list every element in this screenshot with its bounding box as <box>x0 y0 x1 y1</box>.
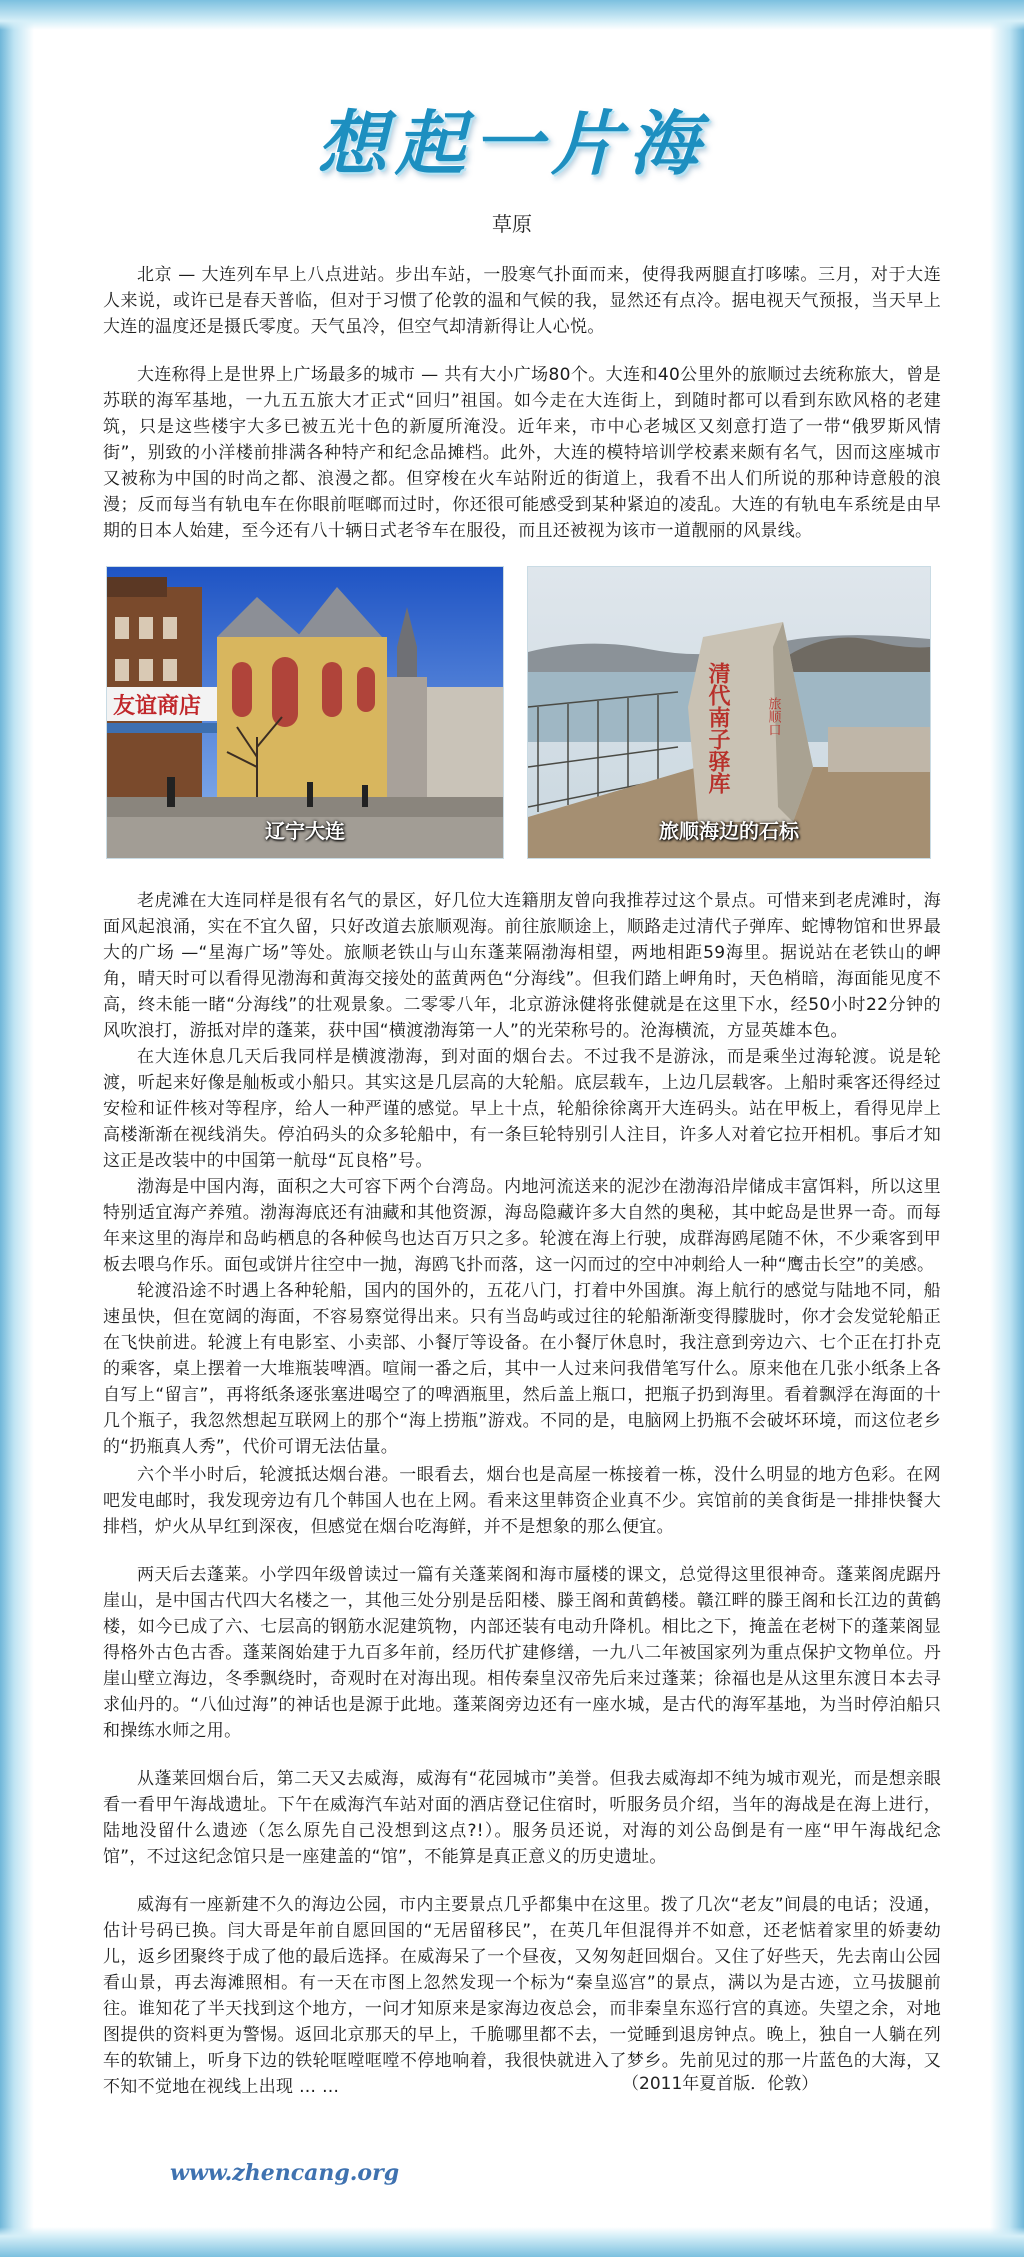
paragraph: 渤海是中国内海，面积之大可容下两个台湾岛。内地河流送来的泥沙在渤海沿岸储成丰富饵料，所以这里特别适宜海产养殖。渤海海底还有油藏和其他资源，海岛隐藏许多大自然的奥秘，其中蛇岛是世界一奇。而每年来这里的海岸和岛屿栖息的各种候鸟也达百万只之多。轮渡在海上行驶，成群海鸥尾随不休，不少乘客到甲板去喂乌作乐。面包或饼片往空中一抛，海鸥飞扑而落，这一闪而过的空中冲刺给人一种“鹰击长空”的美感。 <box>103 1177 941 1275</box>
paragraph: 威海有一座新建不久的海边公园，市内主要景点几乎都集中在这里。拨了几次“老友”间晨的电话；没通，估计号码已换。闫大哥是年前自愿回国的“无居留移民”，在英几年但混得并不如意，还老惦着家里的娇妻幼儿，返乡团聚终于成了他的最后选择。在威海呆了一个昼夜，又匆匆赶回烟台。又住了好些天，先去南山公园看山景，再去海滩照相。有一天在市图上忽然发现一个标为“秦皇巡宫”的景点，满以为是古迹，立马拔腿前往。谁知花了半天找到这个地方，一问才知原来是家海边夜总会，而非秦皇东巡行宫的真迹。失望之余，对地图提供的资料更为警惕。返回北京那天的早上，千脆哪里都不去，一觉睡到退房钟点。晚上，独自一人躺在列车的软铺上，听身下边的铁轮哐嘡哐嘡不停地响着，我很快就进入了梦乡。先前见过的那一片蓝色的大海，又不知不觉地在视线上出现 … … <box>103 1895 941 2097</box>
stone-side-inscription: 旅顺口 <box>765 697 781 736</box>
signature: （2011年夏首版．伦敦） <box>622 2074 819 2094</box>
paragraph: 从蓬莱回烟台后，第二天又去威海，威海有“花园城市”美誉。但我去威海却不纯为城市观光，而是想亲眼看一看甲午海战遗址。下午在威海汽车站对面的酒店登记住宿时，听服务员介绍，当年的海战是在海上进行，陆地没留什么遗迹（怎么原先自己没想到这点?!）。服务员还说，对海的刘公岛倒是有一座“甲午海战纪念馆”，不过这纪念馆只是一座建盖的“馆”，不能算是真正意义的历史遗址。 <box>103 1769 941 1867</box>
photo-lushun-stone <box>527 566 931 859</box>
photo-dalian <box>106 566 504 859</box>
photo-caption: 辽宁大连 <box>265 819 345 843</box>
website-link[interactable]: www.zhencang.org <box>170 2160 400 2186</box>
article-section-bottom <box>103 1462 941 2100</box>
paragraph: 北京 — 大连列车早上八点进站。步出车站，一股寒气扑面而来，使得我两腿直打哆嗦。三月，对于大连人来说，或许已是春天普临，但对于习惯了伦敦的温和气候的我，显然还有点冷。据电视天气预报，当天早上大连的温度还是摄氏零度。天气虽冷，但空气却清新得让人心悦。 <box>103 265 941 337</box>
shop-sign-text: 友谊商店 <box>113 694 202 719</box>
paragraph: 轮渡沿途不时遇上各种轮船，国内的国外的，五花八门，打着中外国旗。海上航行的感觉与陆地不同，船速虽快，但在宽阔的海面，不容易察觉得出来。只有当岛屿或过往的轮船渐渐变得朦胧时，你才会发觉轮船正在飞快前进。轮渡上有电影室、小卖部、小餐厅等设备。在小餐厅休息时，我注意到旁边六、七个正在打扑克的乘客，桌上摆着一大堆瓶装啤酒。喧闹一番之后，其中一人过来问我借笔写什么。原来他在几张小纸条上各自写上“留言”，再将纸条逐张塞进喝空了的啤酒瓶里，然后盖上瓶口，把瓶子扔到海里。看着飘浮在海面的十几个瓶子，我忽然想起互联网上的那个“海上捞瓶”游戏。不同的是，电脑网上扔瓶不会破坏环境，而这位老乡的“扔瓶真人秀”，代价可谓无法估量。 <box>103 1281 941 1457</box>
photo-caption: 旅顺海边的石标 <box>659 819 799 843</box>
article-section-top <box>103 262 941 544</box>
paragraph: 大连称得上是世界上广场最多的城市 — 共有大小广场80个。大连和40公里外的旅顺过去统称旅大，曾是苏联的海军基地，一九五五旅大才正式“回归”祖国。如今走在大连街上，到随时都可以看到东欧风格的老建筑，只是这些楼宇大多已被五光十色的新厦所淹没。近年来，市中心老城区又刻意打造了一带“俄罗斯风情街”，别致的小洋楼前排满各种特产和纪念品摊档。此外，大连的模特培训学校素来颇有名气，因而这座城市又被称为中国的时尚之都、浪漫之都。但穿梭在火车站附近的街道上，我看不出人们所说的那种诗意般的浪漫；反而每当有轨电车在你眼前哐啷而过时，你还很可能感受到某种紧迫的凌乱。大连的有轨电车系统是由早期的日本人始建，至今还有八十辆日式老爷车在服役，而且还被视为该市一道靓丽的风景线。 <box>103 365 941 541</box>
paragraph: 在大连休息几天后我同样是横渡渤海，到对面的烟台去。不过我不是游泳，而是乘坐过海轮渡。说是轮渡，听起来好像是舢板或小船只。其实这是几层高的大轮船。底层载车，上边几层载客。上船时乘客还得经过安检和证件核对等程序，给人一种严谨的感觉。早上十点，轮船徐徐离开大连码头。站在甲板上，看得见岸上高楼渐渐在视线消失。停泊码头的众多轮船中，有一条巨轮特别引人注目，许多人对着它拉开相机。事后才知这正是改装中的中国第一航母“瓦良格”号。 <box>103 1047 941 1171</box>
article-section-middle <box>103 888 941 1460</box>
paragraph: 六个半小时后，轮渡抵达烟台港。一眼看去，烟台也是高屋一栋接着一栋，没什么明显的地方色彩。在网吧发电邮时，我发现旁边有几个韩国人也在上网。看来这里韩资企业真不少。宾馆前的美食街是一排排快餐大排档，炉火从早红到深夜，但感觉在烟台吃海鲜，并不是想象的那么便宜。 <box>103 1465 941 1537</box>
paragraph: 老虎滩在大连同样是很有名气的景区，好几位大连籍朋友曾向我推荐过这个景点。可惜来到老虎滩时，海面风起浪涌，实在不宜久留，只好改道去旅顺观海。前往旅顺途上，顺路走过清代子弹库、蛇博物馆和世界最大的广场 —“星海广场”等处。旅顺老铁山与山东蓬莱隔渤海相望，两地相距59海里。据说站在老铁山的岬角，晴天时可以看得见渤海和黄海交接处的蓝黄两色“分海线”。但我们踏上岬角时，天色梢暗，海面能见度不高，终未能一睹“分海线”的壮观景象。二零零八年，北京游泳健将张健就是在这里下水，经50小时22分钟的风吹浪打，游抵对岸的蓬莱，获中国“横渡渤海第一人”的光荣称号的。沧海横流，方显英雄本色。 <box>103 891 941 1041</box>
paragraph: 两天后去蓬莱。小学四年级曾读过一篇有关蓬莱阁和海市蜃楼的课文，总觉得这里很神奇。蓬莱阁虎踞丹崖山，是中国古代四大名楼之一，其他三处分别是岳阳楼、滕王阁和黄鹤楼。赣江畔的滕王阁和长江边的黄鹤楼，如今已成了六、七层高的钢筋水泥建筑物，内部还装有电动升降机。相比之下，掩盖在老树下的蓬莱阁显得格外古色古香。蓬莱阁始建于九百多年前，经历代扩建修缮，一九八二年被国家列为重点保护文物单位。丹崖山壁立海边，冬季飘绕时，奇观时在对海出现。相传秦皇汉帝先后来过蓬莱；徐福也是从这里东渡日本去寻求仙丹的。“八仙过海”的神话也是源于此地。蓬莱阁旁边还有一座水城，是古代的海军基地，为当时停泊船只和操练水师之用。 <box>103 1565 941 1741</box>
author-name: 草原 <box>492 212 532 236</box>
page-title: 想起一片海 <box>317 102 707 185</box>
stone-inscription: 清代南子驿库 <box>705 662 731 794</box>
